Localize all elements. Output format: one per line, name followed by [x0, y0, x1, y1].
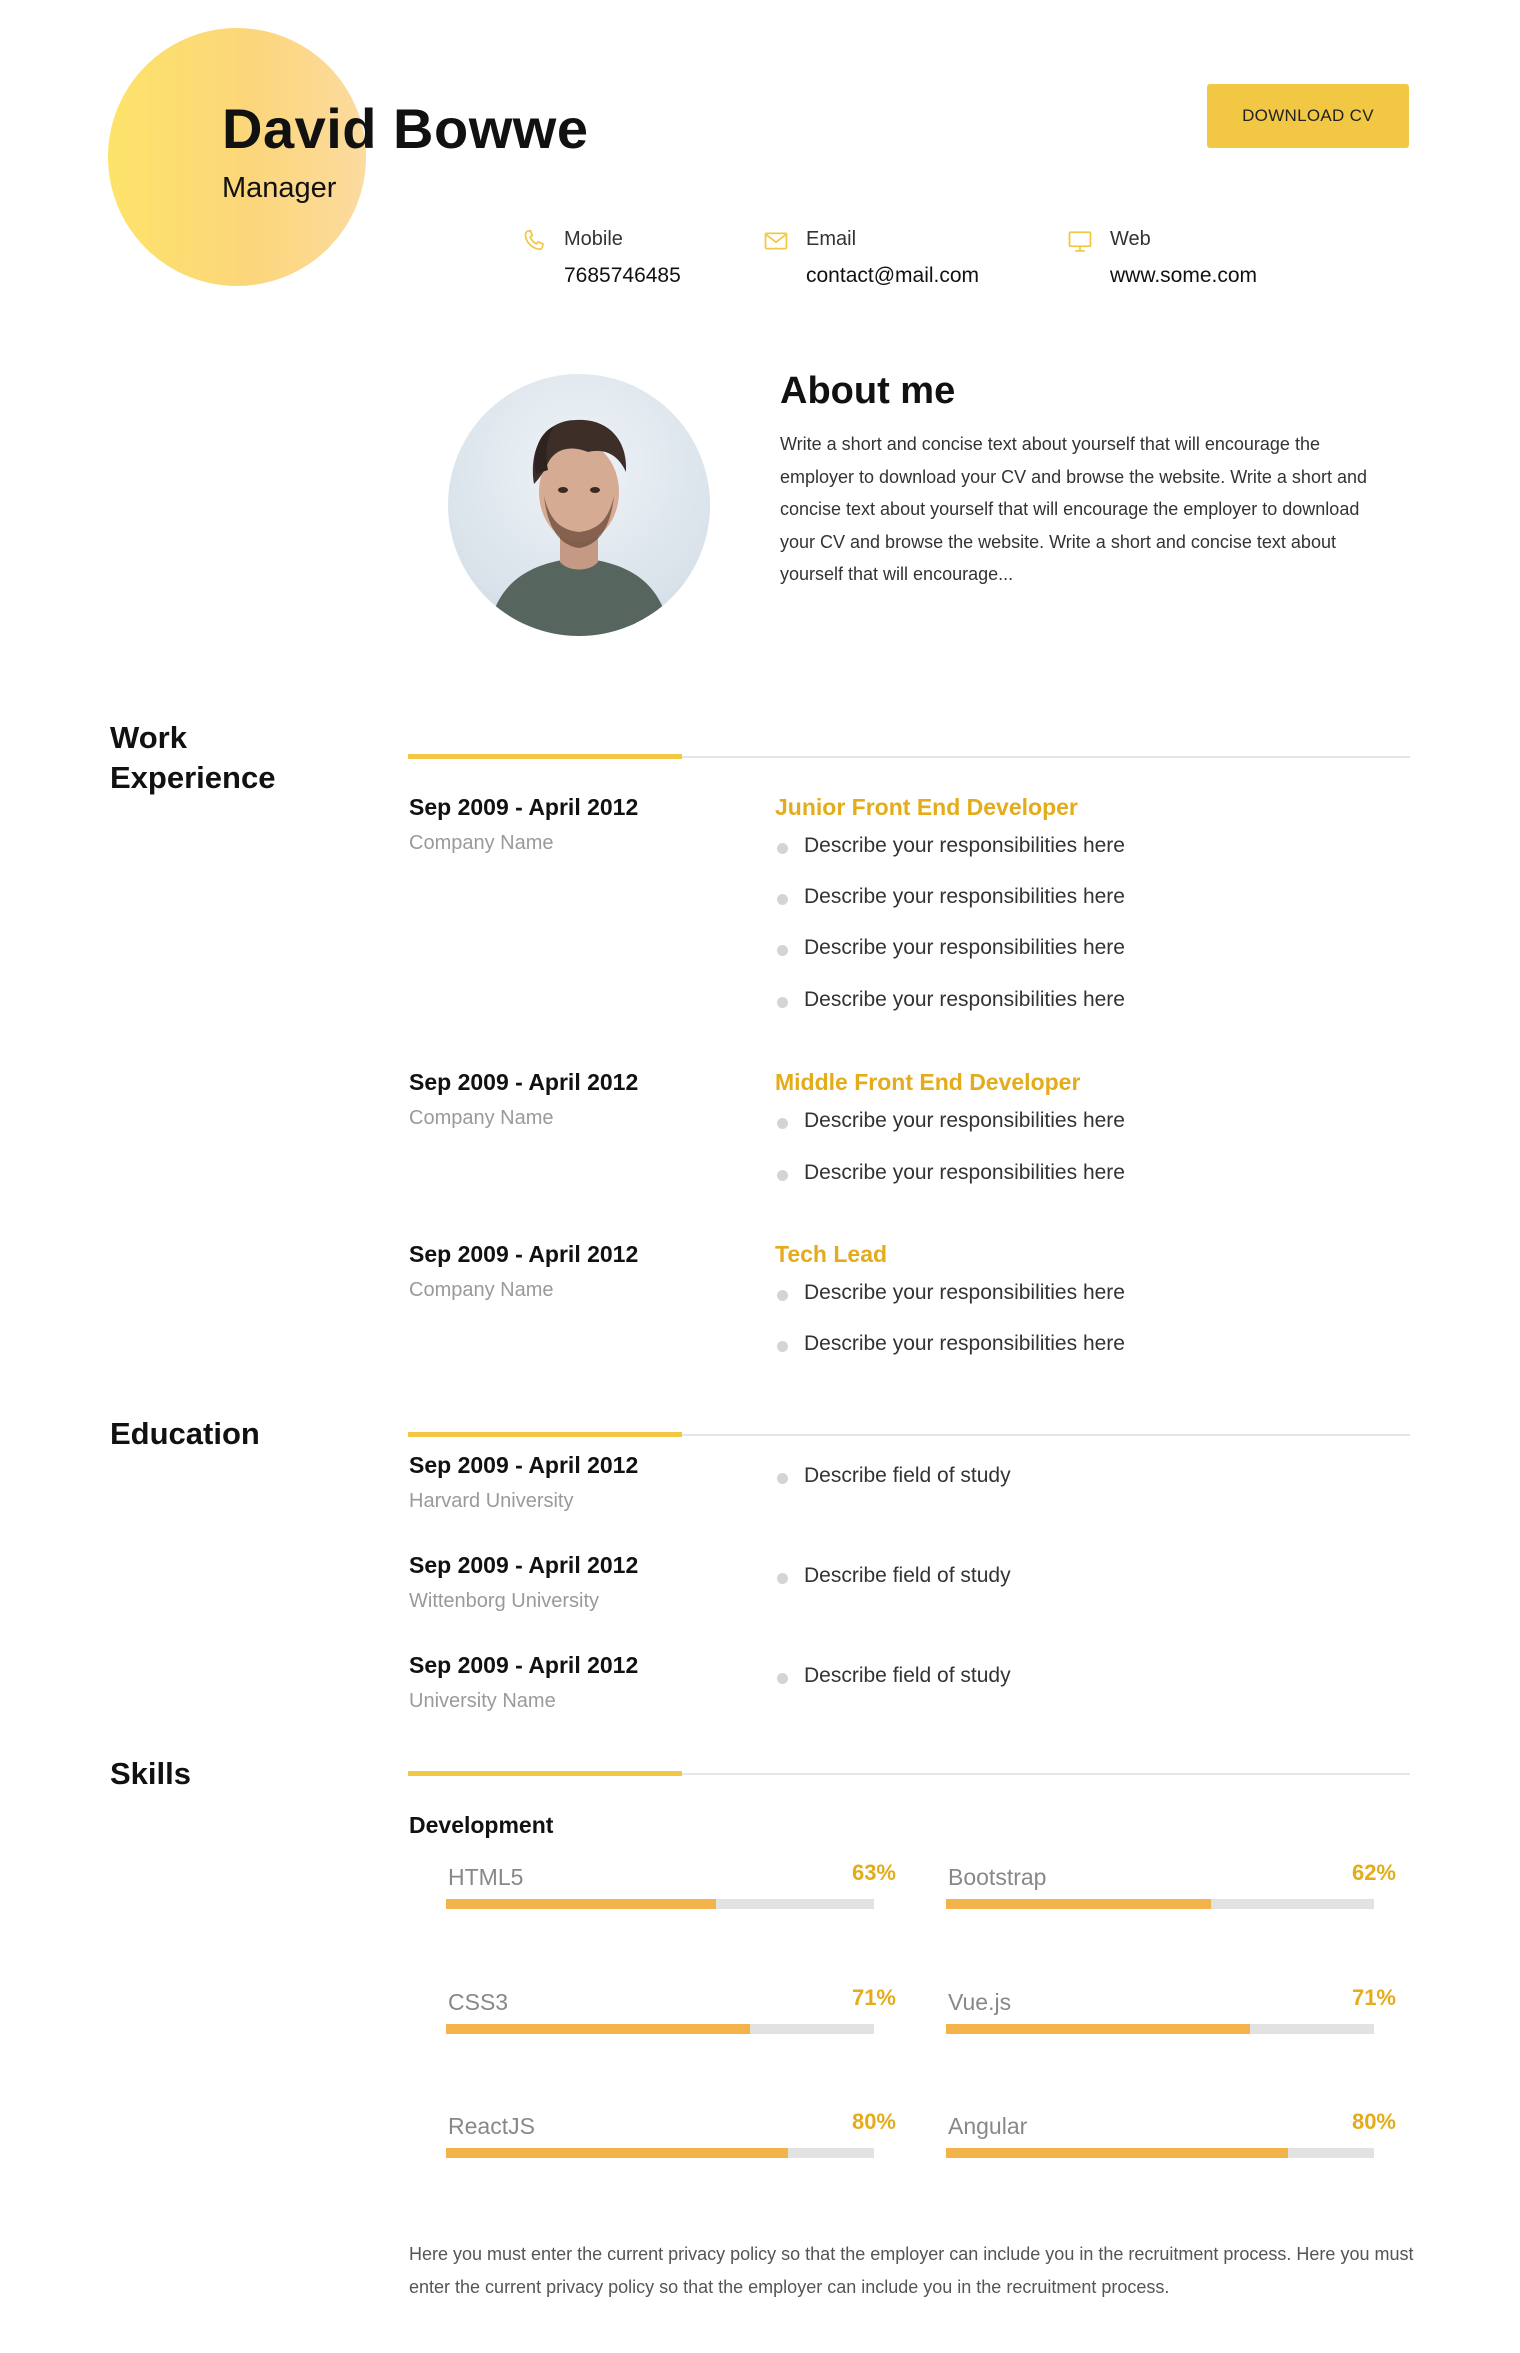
skill-fill	[446, 1899, 716, 1909]
skill-name: CSS3	[448, 1989, 509, 2015]
skill-item	[946, 1985, 1396, 2049]
person-name: David Bowwe	[222, 97, 589, 160]
education-date: Sep 2009 - April 2012	[409, 1652, 639, 1678]
education-date: Sep 2009 - April 2012	[409, 1452, 639, 1478]
skill-name: Vue.js	[948, 1989, 1012, 2015]
skill-percent: 80%	[1351, 2109, 1396, 2134]
skill-item	[446, 2109, 896, 2173]
work-company: Company Name	[409, 832, 554, 854]
responsibility-item: Describe your responsibilities here	[775, 936, 1125, 960]
skill-fill	[946, 2148, 1288, 2158]
skills-divider-accent	[408, 1771, 682, 1776]
contact-web-label: Web	[1110, 228, 1151, 250]
field-of-study: Describe field of study	[775, 1464, 1011, 1488]
responsibility-item: Describe your responsibilities here	[775, 885, 1125, 909]
skill-percent: 71%	[851, 1985, 896, 2010]
work-company: Company Name	[409, 1279, 554, 1301]
skill-percent: 63%	[851, 1860, 896, 1885]
field-of-study: Describe field of study	[775, 1664, 1011, 1688]
education-divider-accent	[408, 1432, 682, 1437]
privacy-policy-text: Here you must enter the current privacy policy so that the employer can include you in the recruitment process. Here you must enter the current privacy policy so that the employer can include you in the recruitment process.	[409, 2244, 1414, 2297]
responsibility-item: Describe your responsibilities here	[775, 1332, 1125, 1356]
phone-icon	[520, 227, 548, 255]
cv-header	[0, 0, 1520, 340]
responsibility-item: Describe your responsibilities here	[775, 834, 1125, 858]
job-title: Middle Front End Developer	[775, 1069, 1081, 1095]
skill-item	[446, 1985, 896, 2049]
skills-title: Skills	[110, 1756, 191, 1791]
monitor-icon	[1066, 227, 1094, 255]
profile-photo	[448, 374, 710, 636]
skill-name: HTML5	[448, 1864, 524, 1890]
education-school: Harvard University	[409, 1490, 574, 1512]
skill-percent: 71%	[1351, 1985, 1396, 2010]
person-portrait-icon	[448, 374, 710, 636]
about-text: Write a short and concise text about yourself that will encourage the employer to download your CV and browse the website. Write a short and concise text about yourself that will encourage the employer to download your CV and browse the website. Write a short and concise text about yourself that will encourage...	[780, 434, 1367, 584]
job-title: Tech Lead	[775, 1241, 888, 1267]
skill-fill	[946, 2024, 1250, 2034]
skill-item	[446, 1860, 896, 1924]
skill-track	[946, 1899, 1374, 1909]
skill-track	[946, 2024, 1374, 2034]
work-date: Sep 2009 - April 2012	[409, 794, 639, 820]
skill-track	[446, 2148, 874, 2158]
skills-divider	[408, 1773, 1410, 1775]
download-cv-button[interactable]: DOWNLOAD CV	[1207, 84, 1409, 148]
about-title: About me	[780, 370, 956, 412]
contact-email-value[interactable]: contact@mail.com	[806, 264, 980, 287]
responsibility-item: Describe your responsibilities here	[775, 988, 1125, 1012]
responsibility-item: Describe your responsibilities here	[775, 1281, 1125, 1305]
skill-track	[946, 2148, 1374, 2158]
education-school: Wittenborg University	[409, 1590, 600, 1612]
skill-percent: 80%	[851, 2109, 896, 2134]
skill-fill	[946, 1899, 1211, 1909]
responsibility-item: Describe your responsibilities here	[775, 1109, 1125, 1133]
education-divider	[408, 1434, 1410, 1436]
work-date: Sep 2009 - April 2012	[409, 1069, 639, 1095]
skill-name: Angular	[948, 2113, 1028, 2139]
education-school: University Name	[409, 1690, 556, 1712]
skill-percent: 62%	[1351, 1860, 1396, 1885]
education-title: Education	[110, 1416, 260, 1451]
responsibility-item: Describe your responsibilities here	[775, 1161, 1125, 1185]
contact-web-value[interactable]: www.some.com	[1110, 264, 1258, 287]
skill-item	[946, 2109, 1396, 2173]
contact-mobile-value: 7685746485	[564, 264, 681, 287]
skill-name: Bootstrap	[948, 1864, 1047, 1890]
envelope-icon	[762, 227, 790, 255]
work-company: Company Name	[409, 1107, 554, 1129]
skill-name: ReactJS	[448, 2113, 535, 2139]
person-role: Manager	[222, 172, 337, 204]
skill-fill	[446, 2148, 788, 2158]
contact-mobile-label: Mobile	[564, 228, 623, 250]
work-date: Sep 2009 - April 2012	[409, 1241, 639, 1267]
job-title: Junior Front End Developer	[775, 794, 1078, 820]
skills-group-title: Development	[409, 1812, 554, 1838]
work-divider	[408, 756, 1410, 758]
skill-track	[446, 1899, 874, 1909]
skill-fill	[446, 2024, 750, 2034]
field-of-study: Describe field of study	[775, 1564, 1011, 1588]
skill-item	[946, 1860, 1396, 1924]
work-experience-title: Work Experience	[110, 720, 276, 795]
contact-email-label: Email	[806, 228, 857, 250]
work-divider-accent	[408, 754, 682, 759]
skill-track	[446, 2024, 874, 2034]
education-date: Sep 2009 - April 2012	[409, 1552, 639, 1578]
